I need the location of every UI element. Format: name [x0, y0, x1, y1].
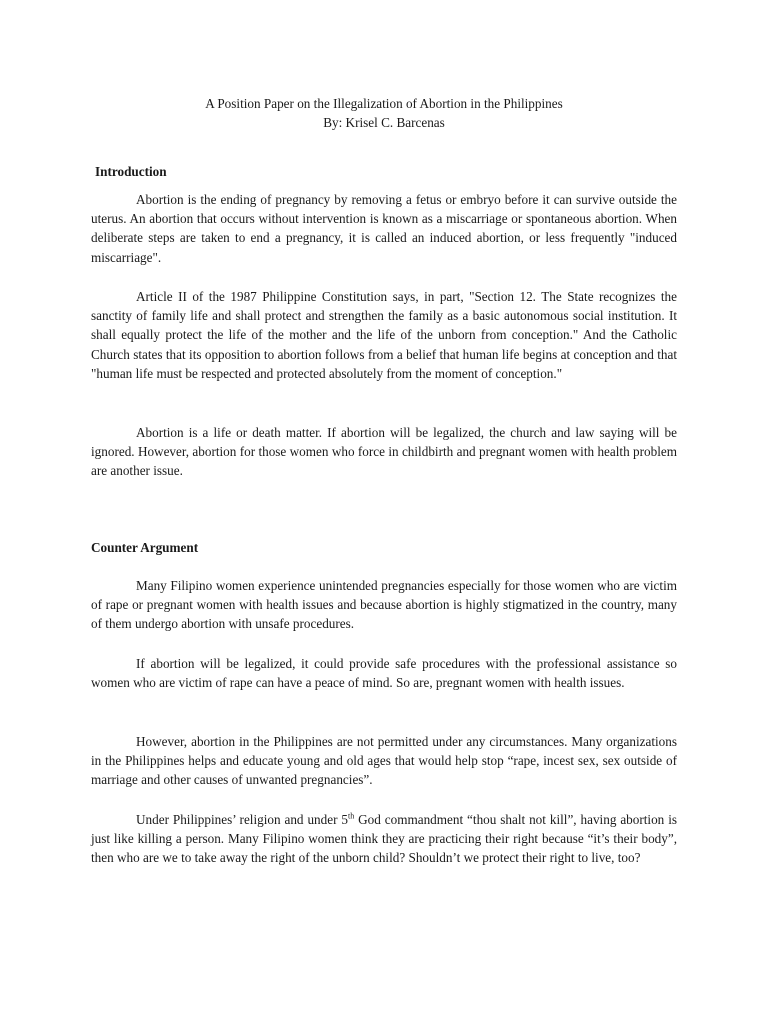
counter-argument-paragraph-1: Many Filipino women experience unintended pregnancies especially for those women who are victim of rape or pregnant women with health issues and because abortion is highly stigmatized in the country, many of them undergo abortion with unsafe procedures. [91, 578, 677, 632]
counter-argument-heading: Counter Argument [91, 540, 199, 555]
document-title: A Position Paper on the Illegalization of Abortion in the Philippines [205, 96, 563, 111]
paragraph-4-text-before: Under Philippines’ religion and under 5 [136, 812, 348, 827]
introduction-paragraph-3: Abortion is a life or death matter. If abortion will be legalized, the church and law saying will be ignored. However, abortion for those women who force in childbirth and pregnant women with health problem are another issue. [91, 425, 677, 479]
introduction-paragraph-2: Article II of the 1987 Philippine Constitution says, in part, "Section 12. The State recognizes the sanctity of family life and shall protect and strengthen the family as a basic autonomous social institution. It shall equally protect the life of the mother and the life of the unborn from conception." And the Catholic Church states that its opposition to abortion follows from a belief that human life begins at conception and that "human life must be respected and protected absolutely from the moment of conception." [91, 289, 677, 381]
introduction-paragraph-1: Abortion is the ending of pregnancy by removing a fetus or embryo before it can survive outside the uterus. An abortion that occurs without intervention is known as a miscarriage or spontaneous abortion. When deliberate steps are taken to end a pregnancy, it is called an induced abortion, or less frequently "induced miscarriage". [91, 192, 677, 265]
counter-argument-paragraph-3: However, abortion in the Philippines are not permitted under any circumstances. Many organizations in the Philippines helps and educate young and old ages that would help stop “rape, incest sex, sex outside of marriage and other causes of unwanted pregnancies”. [91, 734, 677, 788]
title-block [0, 94, 768, 132]
counter-argument-paragraph-2: If abortion will be legalized, it could provide safe procedures with the professional assistance so women who are victim of rape can have a peace of mind. So are, pregnant women with health issues. [91, 656, 677, 691]
ordinal-suffix: th [347, 811, 355, 821]
introduction-heading: Introduction [95, 164, 167, 179]
paragraph-4-text-after: God commandment “thou shalt not kill”, having abortion is just like killing a person. Many Filipino women think they are practicing their right because “it’s their body”, then who are we to take away the right of the unborn child? Shouldn’t we protect their right to live, too? [91, 812, 677, 866]
document-byline: By: Krisel C. Barcenas [323, 115, 445, 130]
counter-argument-paragraph-4 [91, 810, 677, 868]
